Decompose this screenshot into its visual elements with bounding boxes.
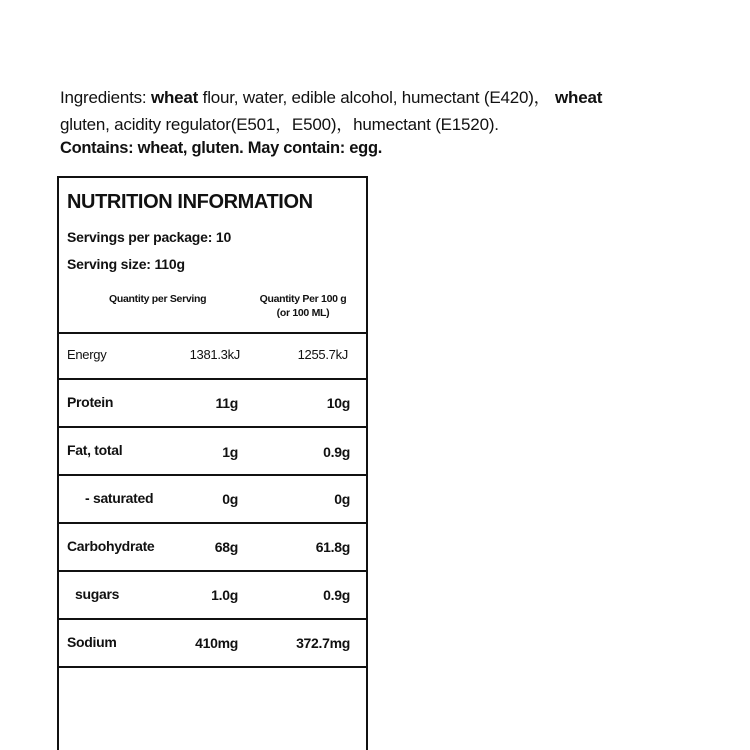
sugars-per-100: 0.9g: [323, 587, 350, 603]
column-header-per-100: [243, 292, 363, 320]
row-divider: [59, 332, 366, 334]
fat-total-per-serving: 1g: [222, 444, 238, 460]
sodium-per-serving: 410mg: [195, 635, 238, 651]
protein-per-serving: 11g: [215, 395, 238, 411]
saturated-per-serving: 0g: [222, 491, 238, 507]
servings-per-package: Servings per package: 10: [67, 229, 232, 245]
allergen-statement: Contains: wheat, gluten. May contain: egg.: [60, 139, 383, 157]
row-divider: [59, 570, 366, 572]
fat-total-per-100: 0.9g: [323, 444, 350, 460]
row-divider: [59, 378, 366, 380]
nutrient-label-protein: Protein: [67, 394, 114, 410]
energy-per-100: 1255.7kJ: [297, 347, 348, 362]
nutrient-label-carbohydrate: Carbohydrate: [67, 538, 155, 554]
saturated-per-100: 0g: [334, 491, 350, 507]
row-divider: [59, 426, 366, 428]
protein-per-100: 10g: [326, 395, 350, 411]
column-header-per-serving: Quantity per Serving: [109, 293, 207, 305]
panel-title: NUTRITION INFORMATION: [67, 191, 313, 213]
nutrient-label-fat-total: Fat, total: [67, 442, 123, 458]
nutrient-label-energy: Energy: [67, 347, 107, 362]
nutrition-panel: [57, 176, 368, 750]
row-divider: [59, 666, 366, 668]
ingredient-wheat-1: wheat: [150, 88, 199, 107]
carbohydrate-per-100: 61.8g: [315, 539, 350, 555]
nutrient-label-saturated: - saturated: [85, 490, 154, 506]
column-header-per-100-line2: (or 100 ML): [276, 307, 330, 319]
ingredients-prefix: Ingredients:: [60, 88, 151, 107]
column-header-per-100-line1: Quantity Per 100 g: [259, 293, 347, 305]
nutrient-label-sugars: sugars: [75, 586, 120, 602]
sugars-per-serving: 1.0g: [211, 587, 238, 603]
ingredients-part-1: flour, water, edible alcohol, humectant (E420)，: [198, 88, 551, 107]
energy-per-serving: 1381.3kJ: [189, 347, 240, 362]
row-divider: [59, 474, 366, 476]
carbohydrate-per-serving: 68g: [214, 539, 238, 555]
serving-size: Serving size: 110g: [67, 256, 185, 272]
ingredients-part-2: gluten, acidity regulator(E501，E500)，humectant (E1520).: [60, 115, 499, 134]
nutrient-label-sodium: Sodium: [67, 634, 117, 650]
ingredients-text: [60, 84, 720, 138]
ingredient-wheat-2: wheat: [555, 88, 603, 107]
row-divider: [59, 618, 366, 620]
row-divider: [59, 522, 366, 524]
sodium-per-100: 372.7mg: [296, 635, 350, 651]
